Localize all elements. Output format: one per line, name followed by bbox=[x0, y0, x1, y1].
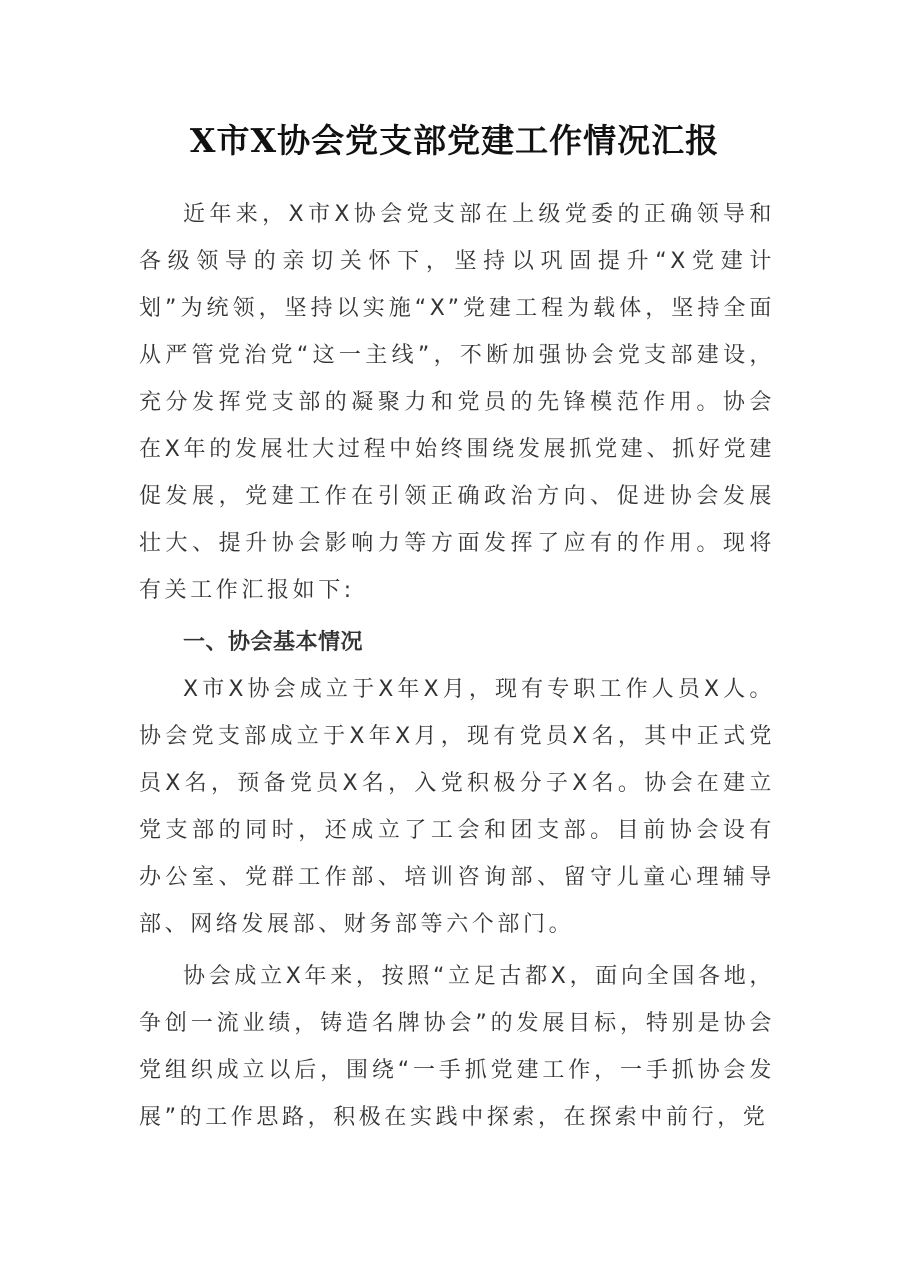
body-paragraph: 协会成立X年来，按照“立足古都X，面向全国各地，争创一流业绩，铸造名牌协会”的发展目标，特别是协会党组织成立以后，围绕“一手抓党建工作，一手抓协会发展”的工作思路，积极在实践中探索，在探索中前行，党 bbox=[139, 964, 775, 1130]
document-body bbox=[139, 191, 775, 1141]
section-heading: 一、协会基本情况 bbox=[183, 630, 364, 655]
intro-paragraph: 近年来，X市X协会党支部在上级党委的正确领导和各级领导的亲切关怀下，坚持以巩固提升“X党建计划”为统领，坚持以实施“X”党建工程为载体，坚持全面从严管党治党“这一主线”，不断加强协会党支部建设，充分发挥党支部的凝聚力和党员的先锋模范作用。协会在X年的发展壮大过程中始终围绕发展抓党建、抓好党建促发展，党建工作在引领正确政治方向、促进协会发展壮大、提升协会影响力等方面发挥了应有的作用。现将有关工作汇报如下: bbox=[139, 202, 775, 603]
body-paragraph: X市X协会成立于X年X月，现有专职工作人员X人。协会党支部成立于X年X月，现有党员X名，其中正式党员X名，预备党员X名，入党积极分子X名。协会在建立党支部的同时，还成立了工会和团支部。目前协会设有办公室、党群工作部、培训咨询部、留守儿童心理辅导部、网络发展部、财务部等六个部门。 bbox=[139, 677, 775, 937]
document-title: X市X协会党支部党建工作情况汇报 bbox=[189, 121, 720, 160]
